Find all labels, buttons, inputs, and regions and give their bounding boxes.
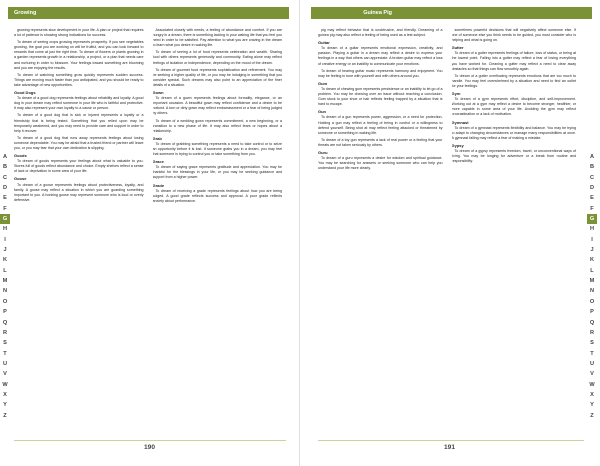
- paragraph: To dream of a good dog that is sick or injured represents a loyalty or a friendship that is being tested. Something that you relied upon may be temporarily weakened, and you may need to provide care and support in order to help it recover.: [14, 113, 144, 133]
- paragraph: To dream of a toy gun represents a lack of real power or a feeling that your threats are not taken seriously by others.: [318, 137, 443, 147]
- alphabet-letter-x: X: [590, 391, 594, 398]
- alphabet-letter-l: L: [3, 267, 7, 274]
- paragraph: To dream of chewing gum represents persistence or an inability to let go of a problem. You may be chewing over an issue without reaching a conclusion. Gum stuck to your shoe or hair reflects feeling trapped by a situation that is hard to escape.: [318, 86, 443, 107]
- paragraph: To dream of gourmet food represents sophistication and refinement. You may be seeking a higher quality of life, or you may be indulging in something that you consider special. Such dreams may also point to an appreciation of the finer details of a situation.: [152, 67, 282, 87]
- text-column-2: [452, 28, 577, 438]
- paragraph: To dream of a gown represents feelings about formality, elegance, or an important occasion. A beautiful gown may reflect confidence and a desire to be noticed. A torn or dirty gown may reflect embarrassment or a fear of being judged by others.: [152, 96, 282, 116]
- paragraph: To dream of a gun represents power, aggression, or a need for protection. Holding a gun may reflect a feeling of being in control or a willingness to defend yourself. Being shot at may reflect feeling attacked or threatened by someone or something in waking life.: [318, 115, 443, 135]
- entry-heading: Guitar: [318, 40, 330, 46]
- running-header: Guinea Pig: [311, 7, 592, 19]
- alphabet-letter-s: S: [590, 340, 594, 347]
- paragraph: To dream of a gymnast represents flexibility and balance. You may be trying to adapt to changing circumstances or manage many responsibilities at once. A gymnast falling may reflect a fear of making a mistake.: [451, 125, 576, 140]
- entry-heading: Gun: [318, 109, 326, 115]
- alphabet-letter-s: S: [3, 340, 7, 347]
- alphabet-letter-d: D: [589, 185, 595, 192]
- alphabet-letter-m: M: [2, 278, 8, 285]
- paragraph: To dream of grabbing something represents a need to take control or to seize an opportunity before it is lost. If someone grabs you in a dream, you may feel that someone is trying to control you or take something from you.: [152, 141, 282, 157]
- running-header: Growing: [8, 7, 289, 19]
- paragraph: To dream of a good dog that runs away represents feelings about losing someone dependable. You may be afraid that a trusted friend or partner will leave you, or you may fear that your own dedication is slipping.: [14, 135, 144, 150]
- alphabet-letter-v: V: [3, 371, 7, 378]
- alphabet-letter-v: V: [590, 371, 594, 378]
- alphabet-letter-b: B: [589, 164, 595, 171]
- alphabet-letter-b: B: [2, 164, 8, 171]
- alphabet-letter-u: U: [589, 360, 595, 367]
- alphabet-letter-m: M: [589, 278, 595, 285]
- alphabet-letter-g: G: [0, 214, 10, 224]
- entry-heading: Goose: [14, 176, 27, 182]
- paragraph: To dream of a wedding gown represents commitment, a new beginning, or a transition to a new phase of life. It may also reflect fears or hopes about a relationship.: [152, 118, 282, 133]
- alphabet-letter-a: A: [589, 154, 595, 160]
- alphabet-letter-e: E: [3, 195, 7, 202]
- alphabet-letter-y: Y: [590, 402, 594, 409]
- alphabet-letter-t: T: [590, 350, 594, 357]
- paragraph: growing represents slow development in your life. A plan or project that requires a lot of patience is showing strong indications for success.: [14, 28, 144, 38]
- text-column-1: [14, 28, 144, 438]
- paragraph: To dream of seeing a lot of food represents celebration and wealth. Sharing food with others represents generosity and community. Eating alone may reflect feelings of isolation or independence, depending on the mood of the dream.: [152, 50, 282, 65]
- entry-heading: Grace: [152, 159, 164, 165]
- paragraph: To dream of a guitar represents emotional expression, creativity, and passion. Playing a guitar in a dream may reflect a desire to express your feelings in a way that others can appreciate. A broken guitar may reflect a loss of creative energy or an inability to communicate your emotions.: [318, 46, 443, 66]
- entry-heading: Grab: [152, 135, 162, 141]
- alphabet-letter-n: N: [589, 288, 595, 295]
- page-number: 190: [144, 444, 156, 451]
- text-column-2: [153, 28, 283, 438]
- paragraph: To dream of goods represents your feelings about what is valuable to you. Stores full of goods reflect abundance and choice. Empty shelves reflect a sense of lack or deprivation in some area of your life.: [14, 159, 144, 174]
- alphabet-letter-c: C: [589, 174, 595, 181]
- paragraph: To dream of a gutter represents feelings of failure, loss of status, or being at the lowest point. Falling into a gutter may reflect a fear of losing everything you have worked for. Cleaning a gutter may reflect a need to clear away obstacles so that things can flow smoothly again.: [451, 51, 576, 71]
- alphabet-letter-j: J: [3, 247, 7, 254]
- text-columns: [14, 28, 282, 438]
- footer-rule: [14, 440, 286, 441]
- alphabet-letter-p: P: [590, 309, 594, 316]
- paragraph: To dream of seeing crops growing represents prosperity. If you see vegetables growing, the goal you are working on will be fruitful, and you can look forward to rewards that come at just the right time. To dream of flowers or plants growing in a garden represents growth in a relationship, a project, or a plan that needs care and nurturing in order to blossom. Your feelings toward something are blooming and you are enjoying the results.: [14, 40, 144, 70]
- alphabet-thumb-index: [587, 152, 597, 421]
- entry-heading: Gymnast: [451, 119, 469, 125]
- alphabet-letter-z: Z: [590, 412, 594, 419]
- page-number: 191: [444, 444, 456, 451]
- alphabet-letter-w: W: [589, 381, 595, 388]
- alphabet-letter-i: I: [4, 236, 6, 243]
- alphabet-letter-z: Z: [3, 412, 7, 419]
- paragraph: To dream of a good dog represents feelings about reliability and loyalty. A good dog in your dream may reflect someone in your life who is faithful and protective. It may also represent your own loyalty to a cause or person.: [14, 96, 144, 111]
- paragraph: To dream of a gym represents effort, discipline, and self-improvement. Working out at a gym may reflect a desire to become stronger, healthier, or more capable in some area of your life. Avoiding the gym may reflect procrastination or a lack of motivation.: [451, 97, 576, 117]
- alphabet-letter-q: Q: [589, 319, 595, 326]
- alphabet-letter-w: W: [2, 381, 8, 388]
- alphabet-letter-f: F: [3, 205, 7, 212]
- alphabet-letter-u: U: [2, 360, 8, 367]
- alphabet-letter-k: K: [589, 257, 595, 264]
- paragraph: To dream of watching something grow quickly represents sudden success. Things are moving much faster than you anticipated, and you should be ready to take advantage of new opportunities.: [14, 72, 144, 87]
- alphabet-letter-t: T: [3, 350, 7, 357]
- alphabet-letter-h: H: [589, 226, 595, 233]
- entry-heading: Gypsy: [451, 142, 464, 148]
- paragraph: To dream of hearing guitar music represents harmony and enjoyment. You may be feeling in tune with yourself and with others around you.: [318, 68, 443, 78]
- entry-heading: Guru: [318, 149, 328, 155]
- text-column-1: [318, 28, 443, 438]
- alphabet-letter-a: A: [2, 154, 8, 160]
- alphabet-letter-p: P: [3, 309, 7, 316]
- paragraph: To dream of a gutter overflowing represents emotions that are too much to handle. You may feel overwhelmed by a situation and need to find an outlet for your feelings.: [451, 73, 576, 88]
- paragraph: To dream of a goose represents feelings about protectiveness, loyalty, and family. A goose may reflect a situation in which you are guarding something important to you. A honking goose may represent someone who is loud or overly defensive.: [14, 182, 144, 202]
- alphabet-letter-g: G: [587, 214, 597, 224]
- paragraph: pig may reflect behavior that is unobtrusive, and friendly. Dreaming of a guinea pig may also reflect a feeling of being used as a test subject.: [318, 28, 443, 38]
- entry-heading: Gum: [318, 80, 328, 86]
- entry-heading: Goods: [14, 153, 27, 159]
- entry-heading: Good Dogs: [14, 90, 36, 96]
- paragraph: To dream of a guru represents a desire for wisdom and spiritual guidance. You may be searching for answers or seeking someone who can help you understand your life more clearly.: [318, 156, 443, 171]
- alphabet-letter-o: O: [589, 298, 595, 305]
- paragraph: To dream of saying grace represents gratitude and appreciation. You may be thankful for the blessings in your life, or you may be seeking guidance and support from a higher power.: [152, 165, 282, 180]
- alphabet-letter-i: I: [591, 236, 593, 243]
- alphabet-letter-k: K: [2, 257, 8, 264]
- entry-heading: Gym: [451, 91, 461, 97]
- alphabet-letter-r: R: [589, 329, 595, 336]
- footer-rule: [318, 440, 584, 441]
- alphabet-letter-e: E: [590, 195, 594, 202]
- alphabet-letter-f: F: [590, 205, 594, 212]
- entry-heading: Grade: [152, 182, 165, 188]
- alphabet-letter-o: O: [2, 298, 8, 305]
- paragraph: To dream of a gypsy represents freedom, travel, or unconventional ways of living. You may be longing for adventure or a break from routine and responsibility.: [451, 148, 576, 164]
- alphabet-letter-x: X: [3, 391, 7, 398]
- paragraph: To dream of receiving a grade represents feelings about how you are being judged. A good grade reflects success and approval. A poor grade reflects anxiety about performance.: [152, 188, 282, 203]
- alphabet-letter-h: H: [2, 226, 8, 233]
- alphabet-thumb-index: [0, 152, 10, 421]
- entry-heading: Gown: [152, 90, 164, 96]
- alphabet-letter-d: D: [2, 185, 8, 192]
- alphabet-letter-r: R: [2, 329, 8, 336]
- paragraph: sometimes powerful decisions that will negatively affect someone else. If one of someone else you think needs to be guided, you must consider who is helping and what is going on.: [451, 28, 576, 43]
- alphabet-letter-n: N: [2, 288, 8, 295]
- right-page: [300, 0, 600, 466]
- alphabet-letter-j: J: [590, 247, 594, 254]
- alphabet-letter-c: C: [2, 174, 8, 181]
- paragraph: Associated closely with needs, a feeling of abundance and comfort. If you are hungry in a dream, there is something lacking in your waking life that you feel you need in order to be satisfied. Pay attention to what you are craving in the dream to learn what you desire in waking life.: [152, 28, 282, 48]
- entry-heading: Gutter: [451, 45, 464, 51]
- alphabet-letter-q: Q: [2, 319, 8, 326]
- text-columns: [318, 28, 576, 438]
- alphabet-letter-y: Y: [3, 402, 7, 409]
- alphabet-letter-l: L: [590, 267, 594, 274]
